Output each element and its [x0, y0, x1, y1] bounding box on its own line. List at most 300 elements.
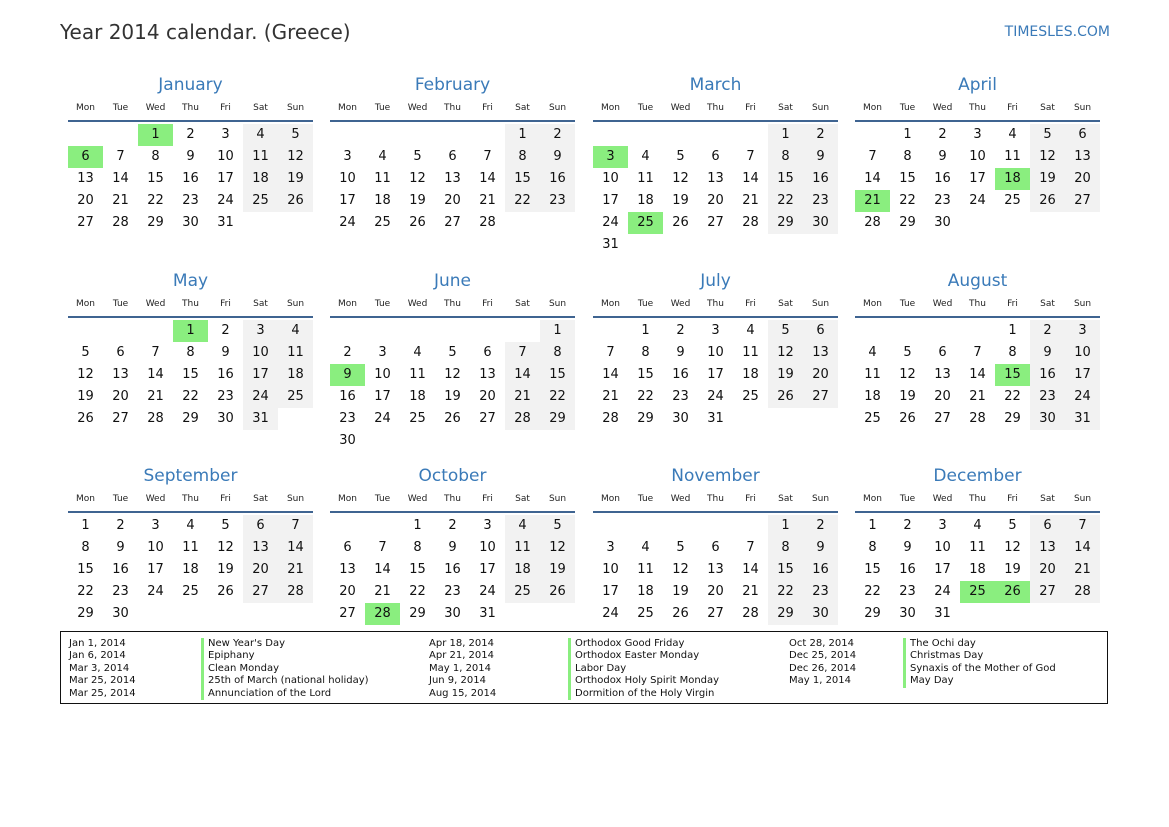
week-row	[68, 386, 313, 408]
day-cell: 29	[540, 408, 575, 430]
day-cell: 10	[147, 540, 164, 555]
week-row	[68, 364, 313, 386]
empty-day-cell	[803, 234, 838, 256]
day-cell: 8	[1008, 345, 1017, 360]
week-row	[330, 212, 575, 234]
day-cell: 17	[1065, 364, 1100, 386]
day-cell: 16	[217, 367, 234, 382]
month-april	[855, 73, 1100, 234]
day-cell: 9	[803, 537, 838, 559]
week-row	[855, 124, 1100, 146]
day-cell: 2	[540, 124, 575, 146]
empty-day-cell	[435, 430, 470, 452]
day-cell: 4	[973, 518, 982, 533]
day-cell: 24	[479, 584, 496, 599]
day-cell: 9	[448, 540, 457, 555]
day-cell: 10	[479, 540, 496, 555]
week-row	[593, 342, 838, 364]
week-row	[855, 408, 1100, 430]
day-cell: 15	[637, 367, 654, 382]
week-row	[855, 537, 1100, 559]
weekday-label: Wed	[932, 494, 953, 504]
month-title: February	[414, 75, 491, 95]
weekday-label: Sat	[515, 103, 530, 113]
weekday-label: Wed	[407, 103, 428, 113]
day-cell: 21	[112, 193, 129, 208]
day-cell: 7	[483, 149, 492, 164]
day-cell: 19	[409, 193, 426, 208]
week-row	[593, 146, 838, 168]
day-cell: 3	[243, 320, 278, 342]
day-cell: 24	[707, 389, 724, 404]
day-cell: 13	[77, 171, 94, 186]
day-cell: 29	[768, 603, 803, 625]
weekday-label: Wed	[670, 299, 691, 309]
month-divider	[593, 511, 838, 513]
day-cell: 6	[1030, 515, 1065, 537]
day-cell: 14	[864, 171, 881, 186]
weekday-label: Sun	[286, 494, 305, 504]
day-cell: 2	[938, 127, 947, 142]
empty-day-cell	[470, 124, 505, 146]
legend-dates-1	[69, 638, 136, 700]
day-cell: 8	[641, 345, 650, 360]
day-cell: 29	[864, 606, 881, 621]
weekday-label: Mon	[76, 494, 95, 504]
day-cell: 16	[803, 559, 838, 581]
day-cell: 18	[505, 559, 540, 581]
day-cell: 9	[221, 345, 230, 360]
legend-holiday-name: Annunciation of the Lord	[201, 688, 369, 700]
weekday-label: Tue	[374, 494, 391, 504]
day-cell: 8	[768, 146, 803, 168]
day-cell: 18	[182, 562, 199, 577]
empty-day-cell	[593, 515, 628, 537]
legend-holiday-name: Orthodox Easter Monday	[568, 650, 719, 662]
day-cell: 9	[803, 146, 838, 168]
day-cell: 31	[479, 606, 496, 621]
day-cell: 5	[278, 124, 313, 146]
day-cell: 2	[221, 323, 230, 338]
day-cell: 6	[803, 320, 838, 342]
weekday-header	[593, 99, 838, 117]
day-cell: 1	[768, 515, 803, 537]
legend-holiday-name: Synaxis of the Mother of God	[903, 663, 1056, 675]
legend-names-2	[568, 638, 719, 700]
day-cell: 12	[1004, 540, 1021, 555]
day-cell: 13	[707, 562, 724, 577]
day-cell: 30	[444, 606, 461, 621]
day-cell: 22	[637, 389, 654, 404]
month-title: November	[671, 466, 760, 486]
month-days	[330, 515, 575, 625]
day-cell: 16	[934, 171, 951, 186]
day-cell: 4	[1008, 127, 1017, 142]
day-cell: 29	[899, 215, 916, 230]
weekday-label: Sun	[1073, 494, 1092, 504]
month-title: May	[172, 271, 209, 291]
day-cell: 3	[483, 518, 492, 533]
weekday-label: Sat	[1040, 103, 1055, 113]
day-cell: 14	[742, 562, 759, 577]
legend-date: Mar 25, 2014	[69, 675, 136, 687]
day-cell: 27	[1030, 581, 1065, 603]
week-row	[855, 386, 1100, 408]
day-cell: 15	[899, 171, 916, 186]
empty-day-cell	[278, 212, 313, 234]
month-title: December	[933, 466, 1022, 486]
day-cell: 19	[899, 389, 916, 404]
day-cell: 16	[444, 562, 461, 577]
day-cell: 8	[413, 540, 422, 555]
month-title: January	[158, 75, 223, 95]
legend-dates-2	[429, 638, 496, 700]
week-row	[593, 537, 838, 559]
day-cell: 18	[278, 364, 313, 386]
day-cell: 28	[602, 411, 619, 426]
day-cell: 7	[505, 342, 540, 364]
day-cell: 24	[1065, 386, 1100, 408]
weekday-label: Tue	[637, 299, 654, 309]
day-cell: 26	[672, 215, 689, 230]
legend-holiday-name: The Ochi day	[903, 638, 1056, 650]
day-cell: 22	[182, 389, 199, 404]
empty-day-cell	[138, 320, 173, 342]
week-row	[855, 146, 1100, 168]
day-cell: 23	[217, 389, 234, 404]
month-days	[330, 124, 575, 234]
day-cell: 12	[899, 367, 916, 382]
month-march	[593, 73, 838, 256]
day-cell: 17	[243, 364, 278, 386]
weekday-label: Fri	[482, 299, 493, 309]
day-cell: 11	[969, 540, 986, 555]
day-cell: 17	[602, 584, 619, 599]
month-days	[855, 320, 1100, 430]
weekday-header	[593, 295, 838, 313]
day-cell: 30	[672, 411, 689, 426]
day-cell: 6	[938, 345, 947, 360]
week-row	[68, 124, 313, 146]
day-cell: 10	[217, 149, 234, 164]
weekday-label: Thu	[707, 103, 724, 113]
day-cell: 18	[969, 562, 986, 577]
day-cell: 17	[934, 562, 951, 577]
week-row	[68, 146, 313, 168]
empty-day-cell	[208, 603, 243, 625]
week-row	[68, 190, 313, 212]
day-cell: 21	[374, 584, 391, 599]
legend-holiday-name: Dormition of the Holy Virgin	[568, 688, 719, 700]
week-row	[330, 430, 575, 452]
day-cell: 17	[602, 193, 619, 208]
empty-day-cell	[628, 515, 663, 537]
week-row	[855, 603, 1100, 625]
holiday-day-cell: 25	[960, 581, 995, 603]
day-cell: 15	[182, 367, 199, 382]
day-cell: 22	[147, 193, 164, 208]
day-cell: 17	[339, 193, 356, 208]
day-cell: 20	[707, 584, 724, 599]
day-cell: 1	[81, 518, 90, 533]
day-cell: 28	[479, 215, 496, 230]
day-cell: 31	[1065, 408, 1100, 430]
legend-date: Aug 15, 2014	[429, 687, 497, 699]
day-cell: 18	[864, 389, 881, 404]
empty-day-cell	[365, 515, 400, 537]
weekday-label: Wed	[145, 103, 166, 113]
day-cell: 11	[374, 171, 391, 186]
day-cell: 9	[540, 146, 575, 168]
day-cell: 8	[768, 537, 803, 559]
day-cell: 6	[711, 149, 720, 164]
day-cell: 18	[742, 367, 759, 382]
day-cell: 14	[505, 364, 540, 386]
day-cell: 29	[147, 215, 164, 230]
day-cell: 26	[278, 190, 313, 212]
weekday-label: Sat	[1040, 299, 1055, 309]
legend-holiday-name: Epiphany	[201, 650, 369, 662]
empty-day-cell	[365, 320, 400, 342]
holiday-day-cell: 1	[173, 320, 208, 342]
day-cell: 14	[602, 367, 619, 382]
weekday-label: Wed	[407, 299, 428, 309]
day-cell: 13	[339, 562, 356, 577]
week-row	[330, 603, 575, 625]
weekday-label: Tue	[637, 103, 654, 113]
weekday-label: Sat	[515, 494, 530, 504]
legend-holiday-name: Orthodox Holy Spirit Monday	[568, 675, 719, 687]
day-cell: 6	[1065, 124, 1100, 146]
day-cell: 10	[1065, 342, 1100, 364]
weekday-label: Mon	[601, 103, 620, 113]
day-cell: 5	[676, 149, 685, 164]
weekday-label: Wed	[932, 103, 953, 113]
month-days	[68, 515, 313, 625]
day-cell: 25	[505, 581, 540, 603]
day-cell: 4	[641, 149, 650, 164]
day-cell: 30	[339, 433, 356, 448]
day-cell: 20	[77, 193, 94, 208]
empty-day-cell	[628, 234, 663, 256]
weekday-label: Tue	[112, 299, 129, 309]
empty-day-cell	[540, 603, 575, 625]
day-cell: 12	[77, 367, 94, 382]
day-cell: 17	[479, 562, 496, 577]
day-cell: 20	[934, 389, 951, 404]
empty-day-cell	[330, 124, 365, 146]
weekday-label: Mon	[863, 494, 882, 504]
month-title: August	[947, 271, 1008, 291]
day-cell: 26	[444, 411, 461, 426]
week-row	[330, 146, 575, 168]
day-cell: 8	[186, 345, 195, 360]
legend-names-1	[201, 638, 369, 700]
day-cell: 1	[1008, 323, 1017, 338]
day-cell: 23	[444, 584, 461, 599]
day-cell: 2	[448, 518, 457, 533]
day-cell: 19	[768, 364, 803, 386]
day-cell: 3	[711, 323, 720, 338]
empty-day-cell	[960, 212, 995, 234]
legend-holiday-name: Labor Day	[568, 663, 719, 675]
week-row	[330, 190, 575, 212]
week-row	[593, 515, 838, 537]
week-row	[330, 386, 575, 408]
weekday-label: Tue	[112, 103, 129, 113]
day-cell: 19	[217, 562, 234, 577]
day-cell: 18	[374, 193, 391, 208]
day-cell: 13	[1065, 146, 1100, 168]
day-cell: 23	[899, 584, 916, 599]
empty-day-cell	[663, 515, 698, 537]
day-cell: 10	[934, 540, 951, 555]
empty-day-cell	[663, 124, 698, 146]
day-cell: 7	[278, 515, 313, 537]
day-cell: 7	[746, 149, 755, 164]
month-title: October	[418, 466, 487, 486]
weekday-header	[855, 99, 1100, 117]
page-title: Year 2014 calendar. (Greece)	[60, 20, 351, 44]
day-cell: 8	[505, 146, 540, 168]
day-cell: 4	[278, 320, 313, 342]
day-cell: 7	[746, 540, 755, 555]
month-days	[855, 124, 1100, 234]
day-cell: 19	[1004, 562, 1021, 577]
week-row	[855, 559, 1100, 581]
weekday-label: Mon	[338, 299, 357, 309]
weekday-label: Thu	[444, 103, 461, 113]
empty-day-cell	[593, 320, 628, 342]
empty-day-cell	[768, 234, 803, 256]
day-cell: 12	[409, 171, 426, 186]
day-cell: 21	[742, 584, 759, 599]
empty-day-cell	[330, 515, 365, 537]
day-cell: 5	[81, 345, 90, 360]
legend-holiday-name: Orthodox Good Friday	[568, 638, 719, 650]
site-link[interactable]: TIMESLES.COM	[1004, 24, 1110, 40]
empty-day-cell	[365, 430, 400, 452]
day-cell: 24	[217, 193, 234, 208]
day-cell: 11	[243, 146, 278, 168]
day-cell: 22	[505, 190, 540, 212]
holiday-day-cell: 21	[855, 190, 890, 212]
month-divider	[593, 316, 838, 318]
weekday-label: Tue	[637, 494, 654, 504]
day-cell: 14	[969, 367, 986, 382]
day-cell: 21	[602, 389, 619, 404]
day-cell: 26	[1030, 190, 1065, 212]
empty-day-cell	[890, 320, 925, 342]
weekday-label: Wed	[145, 494, 166, 504]
empty-day-cell	[68, 124, 103, 146]
empty-day-cell	[995, 603, 1030, 625]
weekday-label: Fri	[220, 299, 231, 309]
weekday-label: Sun	[1073, 299, 1092, 309]
day-cell: 16	[803, 168, 838, 190]
week-row	[855, 320, 1100, 342]
day-cell: 15	[768, 168, 803, 190]
empty-day-cell	[505, 212, 540, 234]
day-cell: 1	[540, 320, 575, 342]
day-cell: 19	[77, 389, 94, 404]
week-row	[330, 364, 575, 386]
day-cell: 14	[278, 537, 313, 559]
legend-holiday-name: Christmas Day	[903, 650, 1056, 662]
day-cell: 20	[243, 559, 278, 581]
legend-date: Dec 26, 2014	[789, 662, 857, 674]
month-days	[593, 124, 838, 256]
day-cell: 28	[112, 215, 129, 230]
day-cell: 30	[803, 603, 838, 625]
month-october	[330, 464, 575, 625]
day-cell: 16	[672, 367, 689, 382]
day-cell: 14	[112, 171, 129, 186]
day-cell: 13	[1030, 537, 1065, 559]
weekday-label: Sat	[253, 103, 268, 113]
month-title: July	[700, 271, 731, 291]
day-cell: 22	[1004, 389, 1021, 404]
weekday-header	[330, 490, 575, 508]
day-cell: 11	[505, 537, 540, 559]
month-divider	[330, 511, 575, 513]
legend-date: May 1, 2014	[789, 675, 852, 687]
day-cell: 21	[1065, 559, 1100, 581]
day-cell: 2	[186, 127, 195, 142]
legend-holiday-name: May Day	[903, 675, 1056, 687]
day-cell: 2	[1030, 320, 1065, 342]
day-cell: 27	[339, 606, 356, 621]
day-cell: 15	[505, 168, 540, 190]
day-cell: 20	[1065, 168, 1100, 190]
day-cell: 30	[1030, 408, 1065, 430]
day-cell: 19	[672, 193, 689, 208]
day-cell: 15	[864, 562, 881, 577]
day-cell: 28	[505, 408, 540, 430]
day-cell: 10	[602, 562, 619, 577]
day-cell: 3	[973, 127, 982, 142]
day-cell: 30	[803, 212, 838, 234]
day-cell: 21	[278, 559, 313, 581]
weekday-label: Mon	[601, 299, 620, 309]
day-cell: 23	[934, 193, 951, 208]
day-cell: 7	[378, 540, 387, 555]
day-cell: 22	[540, 386, 575, 408]
week-row	[593, 559, 838, 581]
weekday-label: Mon	[338, 103, 357, 113]
day-cell: 26	[77, 411, 94, 426]
day-cell: 27	[112, 411, 129, 426]
day-cell: 25	[864, 411, 881, 426]
day-cell: 4	[868, 345, 877, 360]
weekday-label: Fri	[745, 494, 756, 504]
empty-day-cell	[68, 320, 103, 342]
day-cell: 18	[409, 389, 426, 404]
day-cell: 25	[278, 386, 313, 408]
month-divider	[330, 316, 575, 318]
week-row	[855, 212, 1100, 234]
day-cell: 2	[803, 124, 838, 146]
weekday-label: Tue	[374, 103, 391, 113]
legend-date: May 1, 2014	[429, 662, 492, 674]
week-row	[593, 124, 838, 146]
day-cell: 14	[1065, 537, 1100, 559]
day-cell: 9	[938, 149, 947, 164]
month-divider	[68, 511, 313, 513]
week-row	[68, 537, 313, 559]
month-divider	[855, 511, 1100, 513]
day-cell: 15	[409, 562, 426, 577]
